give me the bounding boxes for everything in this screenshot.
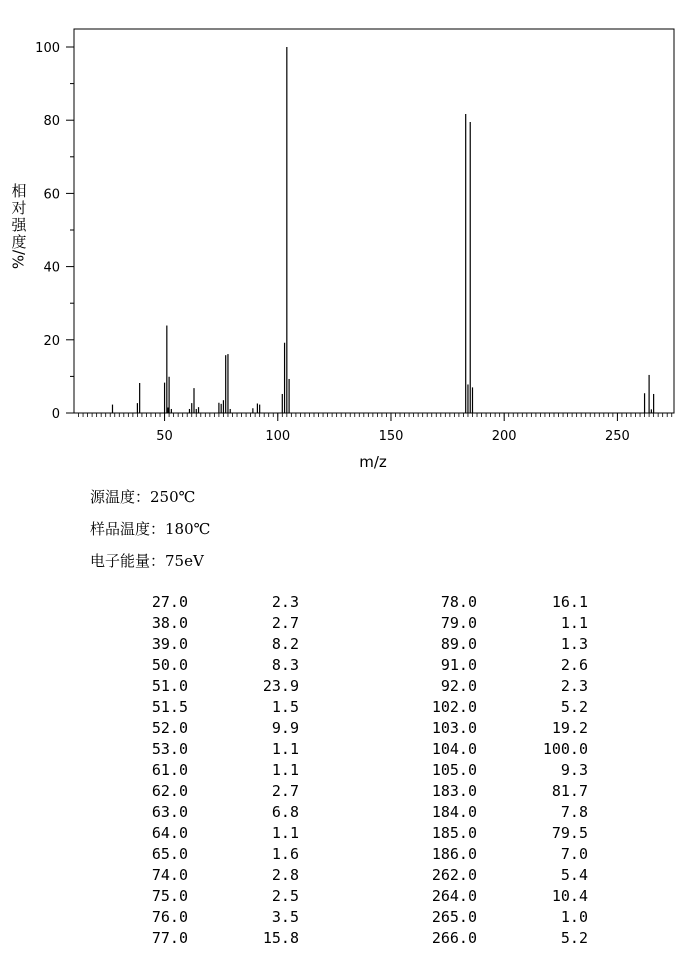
peak-mz: 183.0 <box>431 782 477 800</box>
peak-intensity: 1.1 <box>271 824 299 842</box>
y-axis-title-char: 对 <box>11 199 27 217</box>
peak-mz: 65.0 <box>151 845 188 863</box>
peak-intensity: 10.4 <box>551 887 588 905</box>
peak-intensity: 5.4 <box>560 866 588 884</box>
peak-intensity: 5.2 <box>560 698 588 716</box>
peak-intensity: 2.8 <box>271 866 299 884</box>
peak-mz: 74.0 <box>151 866 188 884</box>
peak-mz: 264.0 <box>431 887 477 905</box>
source-temperature: 源温度：250℃ <box>90 488 196 506</box>
x-tick-label: 250 <box>604 429 630 444</box>
peak-intensity: 100.0 <box>542 740 588 758</box>
peak-mz: 78.0 <box>440 593 477 611</box>
peak-mz: 39.0 <box>151 635 188 653</box>
y-tick-label: 40 <box>43 260 60 276</box>
peak-mz: 61.0 <box>151 761 188 779</box>
peak-mz: 262.0 <box>431 866 477 884</box>
peak-intensity: 9.3 <box>560 761 588 779</box>
peak-intensity: 8.2 <box>271 635 299 653</box>
peak-mz: 184.0 <box>431 803 477 821</box>
peak-intensity: 19.2 <box>551 719 588 737</box>
x-minor-ticks <box>79 413 672 417</box>
peak-intensity: 23.9 <box>262 677 299 695</box>
x-axis-title: m/z <box>359 453 387 471</box>
y-axis-title-char: 度 <box>11 233 27 251</box>
y-axis-title-char: 强 <box>11 216 27 234</box>
peak-mz: 51.5 <box>151 698 188 716</box>
x-tick-label: 100 <box>265 429 291 444</box>
peak-mz: 75.0 <box>151 887 188 905</box>
peak-mz: 27.0 <box>151 593 188 611</box>
peak-mz: 79.0 <box>440 614 477 632</box>
peak-intensity: 16.1 <box>551 593 588 611</box>
peak-intensity: 2.3 <box>560 677 588 695</box>
peak-intensity: 1.6 <box>271 845 299 863</box>
peak-intensity: 7.8 <box>560 803 588 821</box>
peak-mz: 76.0 <box>151 908 188 926</box>
peak-mz: 77.0 <box>151 929 188 947</box>
peak-mz: 52.0 <box>151 719 188 737</box>
peak-intensity: 3.5 <box>271 908 299 926</box>
peak-mz: 103.0 <box>431 719 477 737</box>
peak-intensity: 1.0 <box>560 908 588 926</box>
peak-intensity: 1.1 <box>271 740 299 758</box>
peak-mz: 104.0 <box>431 740 477 758</box>
sample-temperature: 样品温度：180℃ <box>90 520 211 538</box>
peak-bars <box>112 47 653 413</box>
y-axis-ticks <box>35 41 74 422</box>
mass-spectrum-chart <box>0 0 696 480</box>
peak-mz: 38.0 <box>151 614 188 632</box>
peak-mz: 51.0 <box>151 677 188 695</box>
peak-intensity: 2.7 <box>271 782 299 800</box>
peak-mz: 63.0 <box>151 803 188 821</box>
peak-mz: 92.0 <box>440 677 477 695</box>
y-tick-label: 80 <box>43 114 60 130</box>
peak-mz: 186.0 <box>431 845 477 863</box>
peak-intensity: 6.8 <box>271 803 299 821</box>
peak-intensity: 1.1 <box>271 761 299 779</box>
peak-intensity: 2.3 <box>271 593 299 611</box>
peak-intensity: 7.0 <box>560 845 588 863</box>
peak-intensity: 2.7 <box>271 614 299 632</box>
x-tick-label: 200 <box>491 429 517 444</box>
peak-mz: 266.0 <box>431 929 477 947</box>
peak-mz: 102.0 <box>431 698 477 716</box>
peak-mz: 105.0 <box>431 761 477 779</box>
peak-intensity: 2.5 <box>271 887 299 905</box>
x-axis-ticks <box>156 413 630 444</box>
peak-intensity: 9.9 <box>271 719 299 737</box>
peak-mz: 265.0 <box>431 908 477 926</box>
peak-mz: 64.0 <box>151 824 188 842</box>
y-tick-label: 100 <box>35 41 60 56</box>
plot-frame <box>74 29 674 413</box>
peak-intensity: 8.3 <box>271 656 299 674</box>
electron-energy: 电子能量：75eV <box>90 552 204 570</box>
peak-mz: 50.0 <box>151 656 188 674</box>
x-tick-label: 150 <box>378 429 404 444</box>
peak-mz: 91.0 <box>440 656 477 674</box>
peak-mz: 89.0 <box>440 635 477 653</box>
peak-mz: 53.0 <box>151 740 188 758</box>
peak-mz: 62.0 <box>151 782 188 800</box>
y-axis-title <box>8 183 30 268</box>
y-axis-title-unit: %/ <box>9 249 28 270</box>
peak-intensity: 5.2 <box>560 929 588 947</box>
peak-intensity: 2.6 <box>560 656 588 674</box>
peak-mz: 185.0 <box>431 824 477 842</box>
peak-intensity: 79.5 <box>551 824 588 842</box>
acquisition-conditions <box>90 484 210 580</box>
peak-intensity: 1.1 <box>560 614 588 632</box>
peak-intensity: 1.3 <box>560 635 588 653</box>
y-tick-label: 0 <box>51 407 60 422</box>
peak-intensity: 81.7 <box>551 782 588 800</box>
y-tick-label: 20 <box>43 333 60 349</box>
y-axis-title-char: 相 <box>11 182 27 200</box>
peak-intensity: 1.5 <box>271 698 299 716</box>
x-tick-label: 50 <box>156 429 173 444</box>
y-tick-label: 60 <box>43 187 60 203</box>
peak-intensity: 15.8 <box>262 929 299 947</box>
